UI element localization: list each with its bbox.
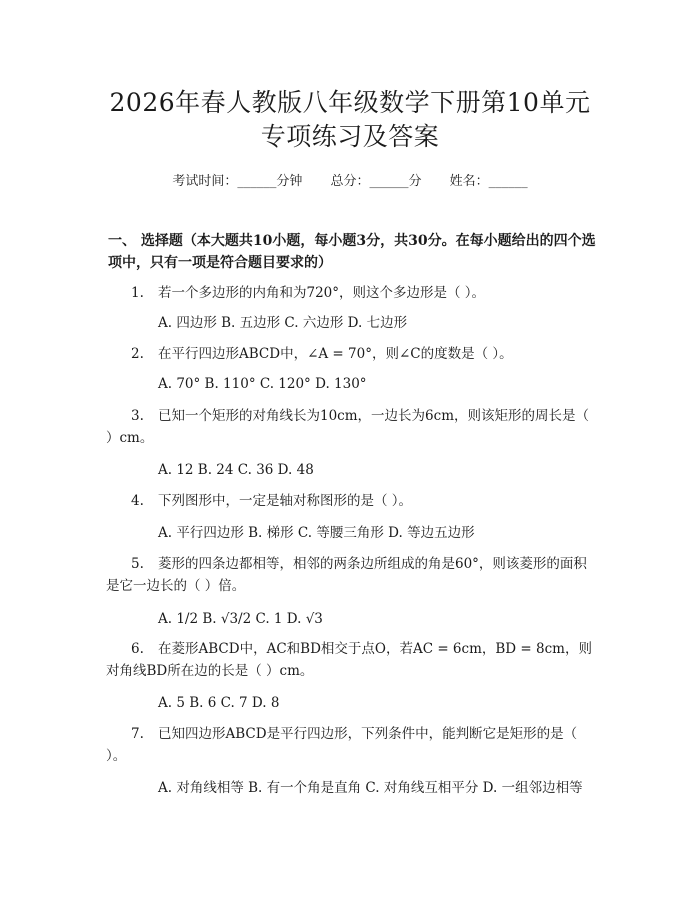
section-heading-multiple-choice: 一、 选择题（本大题共10小题，每小题3分，共30分。在每小题给出的四个选项中，只有一项是符合题目要求的）: [108, 233, 596, 271]
question-1: [106, 282, 600, 304]
question-number: 2.: [131, 346, 144, 362]
question-2-options: A. 70° B. 110° C. 120° D. 130°: [158, 376, 367, 392]
question-6: [106, 638, 600, 682]
total-score-field: 总分：______分: [330, 174, 422, 189]
question-text: 菱形的四条边都相等，相邻的两条边所组成的角是60°，则该菱形的面积是它一边长的（ ）倍。: [106, 556, 587, 594]
question-number: 1.: [131, 285, 144, 301]
question-text: 在菱形ABCD中，AC和BD相交于点O，若AC = 6cm，BD = 8cm，则对角线BD所在边的长是（ ）cm。: [106, 641, 592, 679]
question-3-options: A. 12 B. 24 C. 36 D. 48: [158, 462, 314, 478]
question-1-options: A. 四边形 B. 五边形 C. 六边形 D. 七边形: [158, 315, 408, 331]
question-text: 已知四边形ABCD是平行四边形，下列条件中，能判断它是矩形的是（ ）。: [106, 726, 578, 764]
question-number: 3.: [131, 408, 144, 424]
question-number: 7.: [131, 726, 144, 742]
student-name-field: 姓名：______: [449, 174, 528, 189]
question-4-options: A. 平行四边形 B. 梯形 C. 等腰三角形 D. 等边五边形: [158, 525, 475, 541]
question-2: [106, 343, 600, 365]
question-7-options: A. 对角线相等 B. 有一个角是直角 C. 对角线互相平分 D. 一组邻边相等: [158, 780, 583, 796]
question-4: [106, 490, 600, 512]
question-number: 5.: [131, 556, 144, 572]
document-title-line1: 2026年春人教版八年级数学下册第10单元: [109, 88, 591, 117]
question-5: [106, 553, 600, 597]
question-text: 已知一个矩形的对角线长为10cm，一边长为6cm，则该矩形的周长是（ ）cm。: [106, 408, 589, 446]
question-3: [106, 405, 600, 449]
question-text: 下列图形中，一定是轴对称图形的是（ ）。: [158, 493, 413, 509]
question-5-options: A. 1/2 B. √3/2 C. 1 D. √3: [158, 611, 323, 627]
question-7: [106, 723, 600, 767]
question-text: 在平行四边形ABCD中，∠A = 70°，则∠C的度数是（ ）。: [158, 346, 513, 362]
question-6-options: A. 5 B. 6 C. 7 D. 8: [158, 695, 280, 711]
question-text: 若一个多边形的内角和为720°，则这个多边形是（ ）。: [158, 285, 486, 301]
exam-meta: [0, 170, 700, 189]
question-number: 4.: [131, 493, 144, 509]
document-title-line2: 专项练习及答案: [260, 122, 440, 151]
question-number: 6.: [131, 641, 144, 657]
exam-time-field: 考试时间：______分钟: [172, 174, 303, 189]
